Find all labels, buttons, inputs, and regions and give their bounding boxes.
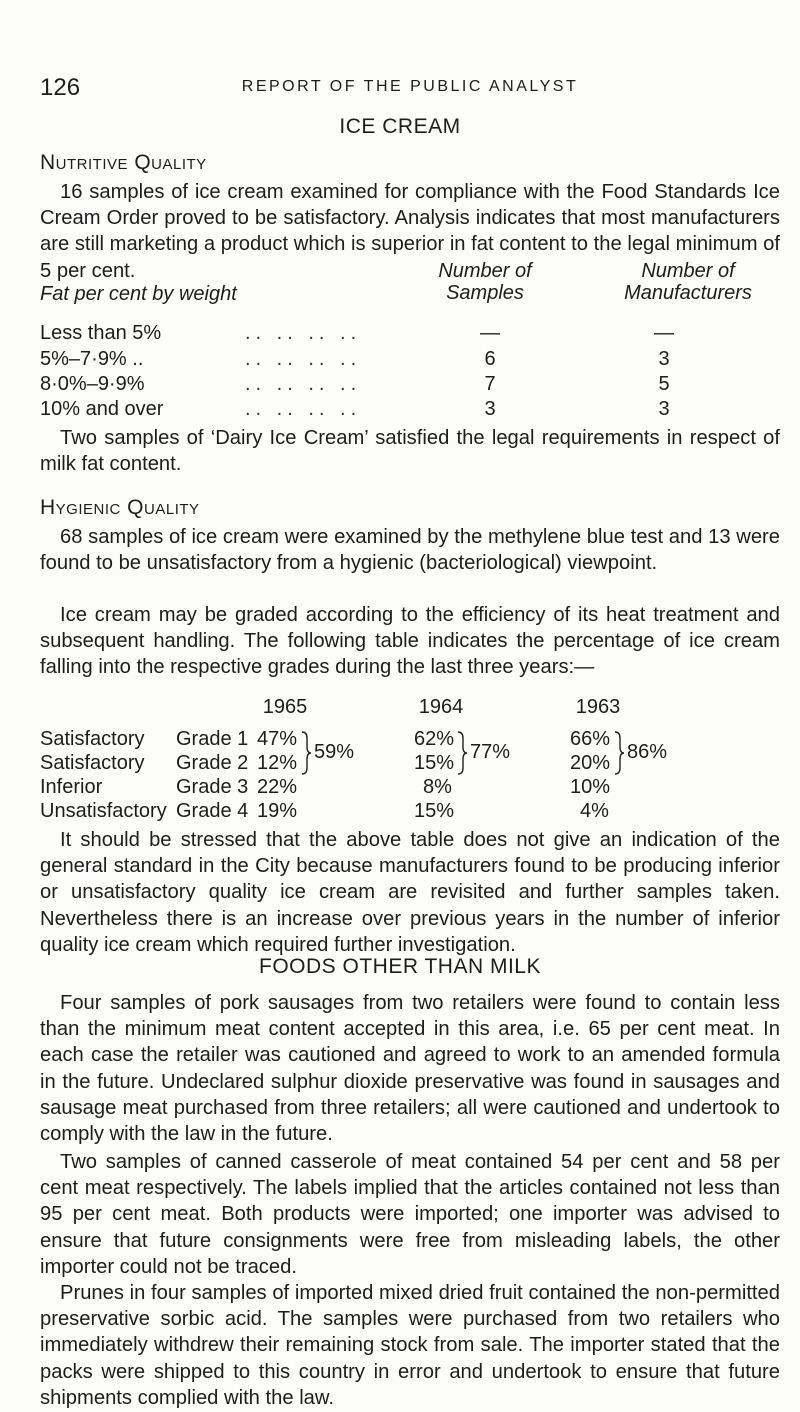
subheading-nutritive-quality: Nutritive Quality (40, 151, 207, 174)
fat-range: 10% and over (40, 398, 164, 420)
page-number: 126 (40, 74, 81, 101)
grade-value: 12% (257, 752, 298, 774)
grade-value: 20% (570, 752, 611, 774)
brace-icon (613, 730, 625, 776)
sample-count: 6 (484, 348, 496, 370)
grade-value: 47% (257, 728, 298, 750)
grade-row (40, 728, 780, 752)
grade-row (40, 776, 780, 800)
satisfactory-total: 86% (627, 741, 668, 763)
year-header: 1963 (575, 696, 621, 718)
grading-intro-paragraph: Ice cream may be graded according to the efficiency of its heat treatment and subsequent handling. The following table indicates the percentage of ice cream falling into the respective grades during the last three years:— (40, 604, 780, 679)
satisfactory-total: 77% (470, 741, 511, 763)
grading-caveat-paragraph: It should be stressed that the above table does not give an indication of the general standard in the City because manufacturers found to be producing inferior or unsatisfactory quality ice cream are revisited and further samples taken. Nevertheless there is an increase over previous years in the number of inferior quality ice cream which required further investigation. (40, 829, 780, 956)
grade-label: Grade 1 (176, 728, 249, 750)
grade-value: 15% (414, 752, 455, 774)
fat-row: Less than 5% .. .. .. .. — — (40, 322, 780, 346)
samples-column-header: Number of Samples (438, 260, 532, 304)
grade-category: Inferior (40, 776, 103, 798)
grade-category: Unsatisfactory (40, 800, 167, 822)
section-title-foods: FOODS OTHER THAN MILK (259, 955, 541, 978)
methylene-blue-paragraph: 68 samples of ice cream were examined by the methylene blue test and 13 were found to be unsatisfactory from a hygienic (bacteriological) viewpoint. (40, 526, 780, 575)
grade-label: Grade 2 (176, 752, 249, 774)
grade-value: 4% (580, 800, 609, 822)
grade-category: Satisfactory (40, 752, 145, 774)
grade-label: Grade 4 (176, 800, 249, 822)
manufacturer-count: — (654, 322, 674, 344)
grade-value: 22% (257, 776, 298, 798)
grade-row (40, 752, 780, 776)
casserole-paragraph: Two samples of canned casserole of meat contained 54 per cent and 58 per cent meat respectively. The labels implied that the articles contained not less than 95 per cent meat. Both products were imported; one importer was advised to ensure that future consignments were free from misleading labels, the other importer could not be traced. (40, 1151, 780, 1278)
year-header: 1965 (262, 696, 308, 718)
prunes-paragraph: Prunes in four samples of imported mixed dried fruit contained the non-permitted preservative sorbic acid. The samples were purchased from two retailers who immediately withdrew their remaining stock from sale. The importer stated that the packs were shipped to this country in error and undertook to ensure that future shipments complied with the law. (40, 1282, 780, 1409)
brace-icon (300, 730, 312, 776)
grade-value: 10% (570, 776, 611, 798)
grade-value: 8% (423, 776, 452, 798)
sample-count: — (480, 322, 500, 344)
year-header: 1964 (418, 696, 464, 718)
fat-range: 8·0%–9·9% (40, 373, 145, 395)
dairy-ice-cream-note: Two samples of ‘Dairy Ice Cream’ satisfied the legal requirements in respect of milk fat content. (40, 427, 780, 476)
fat-row: 5%–7·9% .. .. .. .. .. 6 3 (40, 348, 780, 372)
sample-count: 7 (484, 373, 496, 395)
grade-label: Grade 3 (176, 776, 249, 798)
brace-icon (456, 730, 468, 776)
sample-count: 3 (484, 398, 496, 420)
manufacturers-column-header: Number of Manufacturers (624, 260, 752, 304)
sausages-paragraph: Four samples of pork sausages from two retailers were found to contain less than the minimum meat content accepted in this area, i.e. 65 per cent meat. In each case the retailer was cautioned and agreed to work to an amended formula in the future. Undeclared sulphur dioxide preservative was found in sausages and sausage meat purchased from three retailers; all were cautioned and undertook to comply with the law in the future. (40, 992, 780, 1146)
grade-value: 66% (570, 728, 611, 750)
running-header (40, 74, 780, 102)
fat-row: 8·0%–9·9% .. .. .. .. 7 5 (40, 373, 780, 397)
running-title: REPORT OF THE PUBLIC ANALYST (241, 78, 579, 95)
grade-value: 15% (414, 800, 455, 822)
grades-table (40, 696, 780, 822)
grade-value: 19% (257, 800, 298, 822)
manufacturer-count: 5 (658, 373, 670, 395)
manufacturer-count: 3 (658, 348, 670, 370)
satisfactory-total: 59% (314, 741, 355, 763)
grade-category: Satisfactory (40, 728, 145, 750)
grade-row (40, 800, 780, 824)
fat-column-header: Fat per cent by weight (40, 283, 237, 305)
fat-range: 5%–7·9% .. (40, 348, 144, 370)
fat-row: 10% and over .. .. .. .. 3 3 (40, 398, 780, 422)
section-title-ice-cream: ICE CREAM (339, 115, 461, 138)
grade-value: 62% (414, 728, 455, 750)
nutritive-intro-paragraph: 16 samples of ice cream examined for compliance with the Food Standards Ice Cream Order proved to be satisfactory. Analysis indicates that most manufacturers are still marketing a product which is superior in fat content to the legal minimum of 5 per cent. (40, 181, 780, 282)
fat-range: Less than 5% (40, 322, 162, 344)
subheading-hygienic-quality: Hygienic Quality (40, 496, 200, 519)
manufacturer-count: 3 (658, 398, 670, 420)
